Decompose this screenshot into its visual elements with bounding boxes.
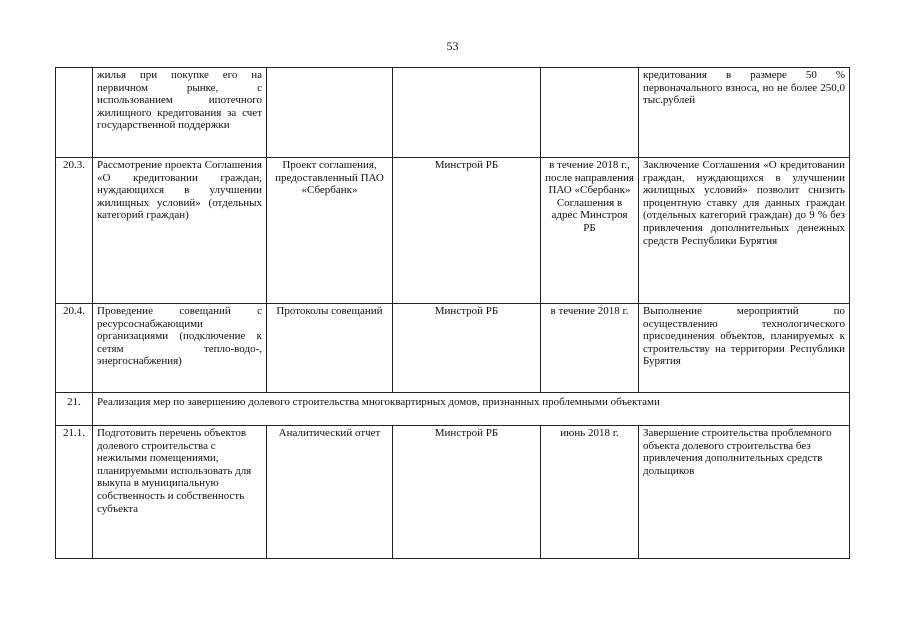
row-number: 20.4. bbox=[56, 304, 93, 393]
table-row-20-3 bbox=[56, 158, 850, 304]
document-cell: Аналитический отчет bbox=[267, 426, 393, 559]
term-cell: июнь 2018 г. bbox=[541, 426, 639, 559]
section-title: Реализация мер по завершению долевого строительства многоквартирных домов, признанных проблемными объектами bbox=[93, 393, 850, 426]
result-cell: кредитования в размере 50 % первоначального взноса, но не более 250,0 тыс.рублей bbox=[639, 68, 850, 158]
term-cell: в течение 2018 г. bbox=[541, 304, 639, 393]
page-number: 53 bbox=[446, 39, 459, 53]
executor-cell bbox=[393, 68, 541, 158]
executor-cell: Минстрой РБ bbox=[393, 158, 541, 304]
measures-table bbox=[55, 67, 850, 559]
table-row-20-4 bbox=[56, 304, 850, 393]
action-cell: жилья при покупке его на первичном рынке, с использованием ипотечного жилищного кредитования за счет государственной поддержки bbox=[93, 68, 267, 158]
executor-cell: Минстрой РБ bbox=[393, 304, 541, 393]
table-row-21 bbox=[56, 393, 850, 426]
action-cell: Рассмотрение проекта Соглашения «О кредитовании граждан, нуждающихся в улучшении жилищных условий» (отдельных категорий граждан) bbox=[93, 158, 267, 304]
row-number: 21.1. bbox=[56, 426, 93, 559]
document-cell: Протоколы совещаний bbox=[267, 304, 393, 393]
result-cell: Выполнение мероприятий по осуществлению технологического присоединения объектов, планируемых к строительству на территории Республики Бурятия bbox=[639, 304, 850, 393]
action-cell: Проведение совещаний с ресурсоснабжающими организациями (подключение к сетям тепло-водо-, энергоснабжения) bbox=[93, 304, 267, 393]
row-number bbox=[56, 68, 93, 158]
table-row-continuation bbox=[56, 68, 850, 158]
term-cell: в течение 2018 г., после направления ПАО «Сбербанк» Соглашения в адрес Минстроя РБ bbox=[541, 158, 639, 304]
document-cell: Проект соглашения, предоставленный ПАО «Сбербанк» bbox=[267, 158, 393, 304]
result-cell: Заключение Соглашения «О кредитовании граждан, нуждающихся в улучшении жилищных условий» позволит снизить процентную ставку для данных граждан (отдельных категорий граждан) до 9 % без привлечения дополнительных денежных средств Республики Бурятия bbox=[639, 158, 850, 304]
row-number: 20.3. bbox=[56, 158, 93, 304]
term-cell bbox=[541, 68, 639, 158]
document-cell bbox=[267, 68, 393, 158]
action-cell: Подготовить перечень объектов долевого строительства с нежилыми помещениями, планируемыми использовать для выкупа в муниципальную собственность и собственность субъекта bbox=[93, 426, 267, 559]
row-number: 21. bbox=[56, 393, 93, 426]
result-cell: Завершение строительства проблемного объекта долевого строительства без привлечения дополнительных средств дольщиков bbox=[639, 426, 850, 559]
executor-cell: Минстрой РБ bbox=[393, 426, 541, 559]
table-row-21-1 bbox=[56, 426, 850, 559]
